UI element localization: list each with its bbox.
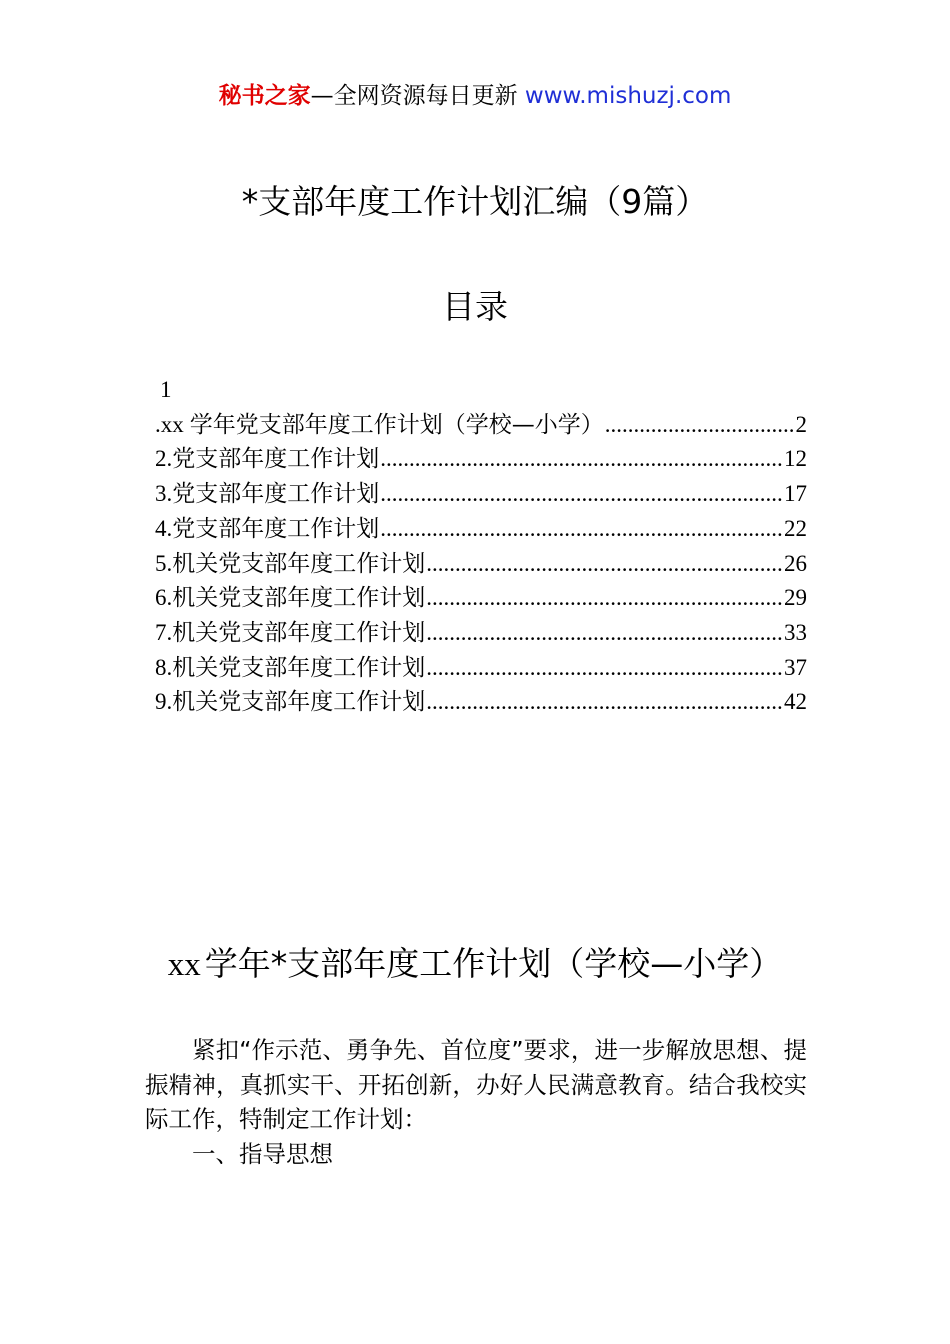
toc-entry-1[interactable] [155,408,807,443]
toc-entry-title: 机关党支部年度工作计划 [172,619,426,646]
toc-dot-leader [426,685,783,720]
toc-entry-1-number: 1 [160,377,172,402]
header-tagline: —全网资源每日更新 [310,83,518,109]
toc-entry-number: 5. [155,550,173,576]
toc-entry-page: 33 [784,619,807,645]
toc-entry-number: 3. [155,481,173,507]
toc-dot-leader [605,408,795,443]
brand-name: 秘书之家 [218,83,311,109]
toc-entry-9[interactable] [155,685,807,720]
toc-entry-page: 22 [784,515,807,541]
site-url-link[interactable]: www.mishuzj.com [524,83,732,109]
toc-entry-page: 29 [784,585,807,611]
toc-entry-2[interactable] [155,442,807,477]
toc-heading: 目录 [442,287,508,326]
table-of-contents [155,373,807,720]
toc-entry-page: 12 [784,446,807,472]
toc-entry-number: 2. [155,446,173,472]
toc-entry-number: 7. [155,619,173,645]
subheading-guiding-ideology: 一、指导思想 [192,1140,333,1168]
site-header [0,80,950,112]
toc-entry-title: 机关党支部年度工作计划 [172,654,426,681]
toc-entry-page: 42 [784,689,807,715]
toc-entry-page: 17 [784,481,807,507]
toc-entry-8[interactable] [155,651,807,686]
toc-dot-leader [426,651,783,686]
toc-entry-page: 26 [784,550,807,576]
section-title [0,940,950,989]
toc-entry-5[interactable] [155,547,807,582]
section-title-text: 学年*支部年度工作计划（学校—小学） [204,944,783,983]
toc-entry-number: 9. [155,689,173,715]
toc-entry-6[interactable] [155,581,807,616]
toc-entry-title: 机关党支部年度工作计划 [172,689,426,716]
toc-dot-leader [380,477,783,512]
toc-entry-page: 2 [795,411,807,437]
document-title: *支部年度工作计划汇编（9篇） [241,182,709,221]
toc-list [155,442,807,720]
toc-entry-title: 党支部年度工作计划 [172,446,380,473]
toc-entry-7[interactable] [155,616,807,651]
toc-entry-title: 党支部年度工作计划 [172,515,380,542]
toc-entry-title: 学年党支部年度工作计划（学校—小学） [189,411,604,438]
toc-dot-leader [380,442,783,477]
section-title-prefix: xx [167,947,201,983]
toc-entry-number: . [155,411,161,437]
intro-paragraph: 紧扣“作示范、勇争先、首位度”要求，进一步解放思想、提振精神，真抓实干、开拓创新，办好人民满意教育。结合我校实际工作，特制定工作计划： [145,1036,807,1133]
toc-dot-leader [426,547,783,582]
toc-entry-number: 8. [155,654,173,680]
toc-dot-leader [426,581,783,616]
toc-dot-leader [380,512,783,547]
toc-entry-3[interactable] [155,477,807,512]
toc-entry-title: 机关党支部年度工作计划 [172,585,426,612]
toc-entry-4[interactable] [155,512,807,547]
toc-entry-title: 党支部年度工作计划 [172,481,380,508]
toc-dot-leader [426,616,783,651]
toc-entry-number: 4. [155,515,173,541]
toc-entry-prefix: xx [160,411,184,437]
toc-entry-page: 37 [784,654,807,680]
toc-entry-title: 机关党支部年度工作计划 [172,550,426,577]
toc-entry-number: 6. [155,585,173,611]
